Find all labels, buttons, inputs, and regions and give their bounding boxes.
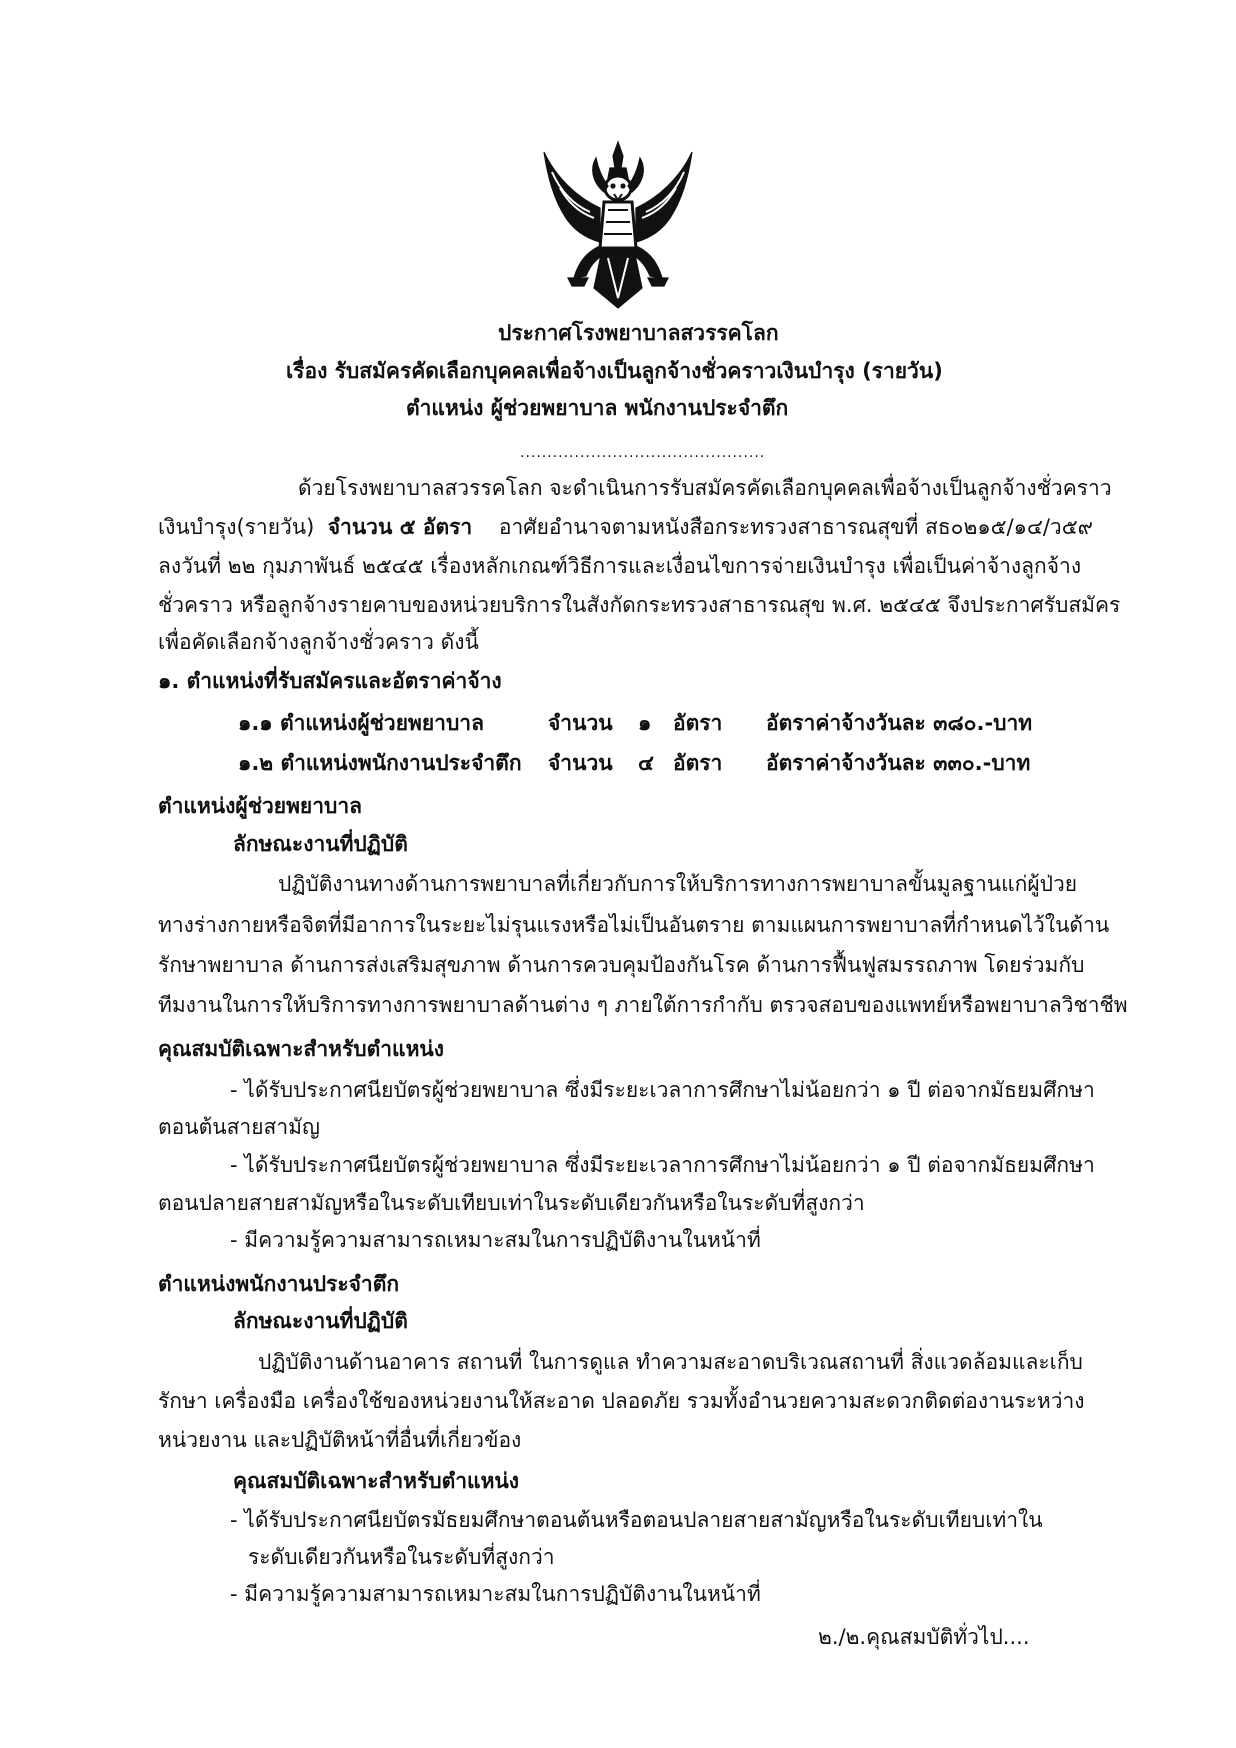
intro-line: ชั่วคราว หรือลูกจ้างรายคาบของหน่วยบริการในสังกัดกระทรวงสาธารณสุข พ.ศ. ๒๕๔๕ จึงประกาศรับสมัคร [158, 593, 1121, 617]
intro-authority: อาศัยอำนาจตามหนังสือกระทรวงสาธารณสุขที่ สธ๐๒๑๕/๑๔/ว๕๙ [498, 515, 1093, 539]
intro-count: จำนวน ๕ อัตรา [327, 515, 473, 539]
announcement-title: ประกาศโรงพยาบาลสวรรคโลก [498, 321, 779, 345]
intro-line: ด้วยโรงพยาบาลสวรรคโลก จะดำเนินการรับสมัครคัดเลือกบุคคลเพื่อจ้างเป็นลูกจ้างชั่วคราว [298, 476, 1112, 500]
intro-line: ลงวันที่ ๒๒ กุมภาพันธ์ ๒๕๔๕ เรื่องหลักเกณฑ์วิธีการและเงื่อนไขการจ่ายเงินบำรุง เพื่อเป็นค่าจ้างลูกจ้าง [158, 554, 1082, 578]
nurse-aide-duty-heading: ลักษณะงานที่ปฏิบัติ [233, 832, 408, 856]
position-unit: อัตรา [673, 751, 723, 775]
ward-staff-duty-heading: ลักษณะงานที่ปฏิบัติ [233, 1309, 408, 1333]
qual-line: - ได้รับประกาศนียบัตรผู้ช่วยพยาบาล ซึ่งมีระยะเวลาการศึกษาไม่น้อยกว่า ๑ ปี ต่อจากมัธยมศึกษา [230, 1078, 1095, 1102]
qual-line: - มีความรู้ความสามารถเหมาะสมในการปฏิบัติงานในหน้าที่ [230, 1228, 761, 1252]
qual-line: - ได้รับประกาศนียบัตรผู้ช่วยพยาบาล ซึ่งมีระยะเวลาการศึกษาไม่น้อยกว่า ๑ ปี ต่อจากมัธยมศึกษา [230, 1153, 1095, 1177]
duty-line: หน่วยงาน และปฏิบัติหน้าที่อื่นที่เกี่ยวข้อง [158, 1428, 522, 1452]
position-count: ๔ [638, 751, 654, 775]
duty-line: ปฏิบัติงานทางด้านการพยาบาลที่เกี่ยวกับการให้บริการทางการพยาบาลขั้นมูลฐานแก่ผู้ป่วย [278, 872, 1078, 896]
position-count: ๑ [638, 711, 652, 735]
position-name: ๑.๒ ตำแหน่งพนักงานประจำตึก [238, 751, 522, 775]
qual-line: ตอนต้นสายสามัญ [158, 1115, 320, 1139]
position-wage: อัตราค่าจ้างวันละ ๓๓๐.-บาท [766, 751, 1031, 775]
intro-fund-type: เงินบำรุง(รายวัน) [158, 515, 315, 539]
position-count-label: จำนวน [548, 751, 613, 775]
nurse-aide-heading: ตำแหน่งผู้ช่วยพยาบาล [158, 794, 363, 818]
section-1-heading: ๑. ตำแหน่งที่รับสมัครและอัตราค่าจ้าง [158, 669, 502, 693]
duty-line: รักษาพยาบาล ด้านการส่งเสริมสุขภาพ ด้านการควบคุมป้องกันโรค ด้านการฟื้นฟูสมรรถภาพ โดยร่วมกับ [158, 953, 1085, 977]
header-separator: ............................................. [520, 445, 766, 461]
position-wage: อัตราค่าจ้างวันละ ๓๘๐.-บาท [766, 711, 1033, 735]
qual-line: ตอนปลายสายสามัญหรือในระดับเทียบเท่าในระดับเดียวกันหรือในระดับที่สูงกว่า [158, 1191, 865, 1215]
position-name: ๑.๑ ตำแหน่งผู้ช่วยพยาบาล [238, 711, 484, 735]
garuda-emblem-icon [538, 138, 698, 313]
ward-staff-qual-heading: คุณสมบัติเฉพาะสำหรับตำแหน่ง [233, 1469, 520, 1493]
duty-line: ทางร่างกายหรือจิตที่มีอาการในระยะไม่รุนแรงหรือไม่เป็นอันตราย ตามแผนการพยาบาลที่กำหนดไว้ในด้าน [158, 913, 1110, 937]
intro-line [158, 512, 1093, 542]
position-count-label: จำนวน [548, 711, 613, 735]
nurse-aide-qual-heading: คุณสมบัติเฉพาะสำหรับตำแหน่ง [158, 1037, 445, 1061]
qual-line: ระดับเดียวกันหรือในระดับที่สูงกว่า [248, 1545, 555, 1569]
page-continuation: ๒./๒.คุณสมบัติทั่วไป.... [818, 1625, 1030, 1649]
duty-line: ทีมงานในการให้บริการทางการพยาบาลด้านต่าง ๆ ภายใต้การกำกับ ตรวจสอบของแพทย์หรือพยาบาลวิชาชีพ [158, 993, 1128, 1017]
duty-line: ปฏิบัติงานด้านอาคาร สถานที่ ในการดูแล ทำความสะอาดบริเวณสถานที่ สิ่งแวดล้อมและเก็บ [258, 1350, 1083, 1374]
position-unit: อัตรา [673, 711, 723, 735]
announcement-subject: เรื่อง รับสมัครคัดเลือกบุคคลเพื่อจ้างเป็นลูกจ้างชั่วคราวเงินบำรุง (รายวัน) [286, 359, 943, 383]
qual-line: - มีความรู้ความสามารถเหมาะสมในการปฏิบัติงานในหน้าที่ [230, 1582, 761, 1606]
announcement-positions: ตำแหน่ง ผู้ช่วยพยาบาล พนักงานประจำตึก [406, 396, 789, 420]
qual-line: - ได้รับประกาศนียบัตรมัธยมศึกษาตอนต้นหรือตอนปลายสายสามัญหรือในระดับเทียบเท่าใน [230, 1508, 1043, 1532]
ward-staff-heading: ตำแหน่งพนักงานประจำตึก [158, 1272, 400, 1296]
duty-line: รักษา เครื่องมือ เครื่องใช้ของหน่วยงานให้สะอาด ปลอดภัย รวมทั้งอำนวยความสะดวกติดต่องานระหว่าง [158, 1389, 1085, 1413]
intro-line: เพื่อคัดเลือกจ้างลูกจ้างชั่วคราว ดังนี้ [158, 630, 479, 654]
